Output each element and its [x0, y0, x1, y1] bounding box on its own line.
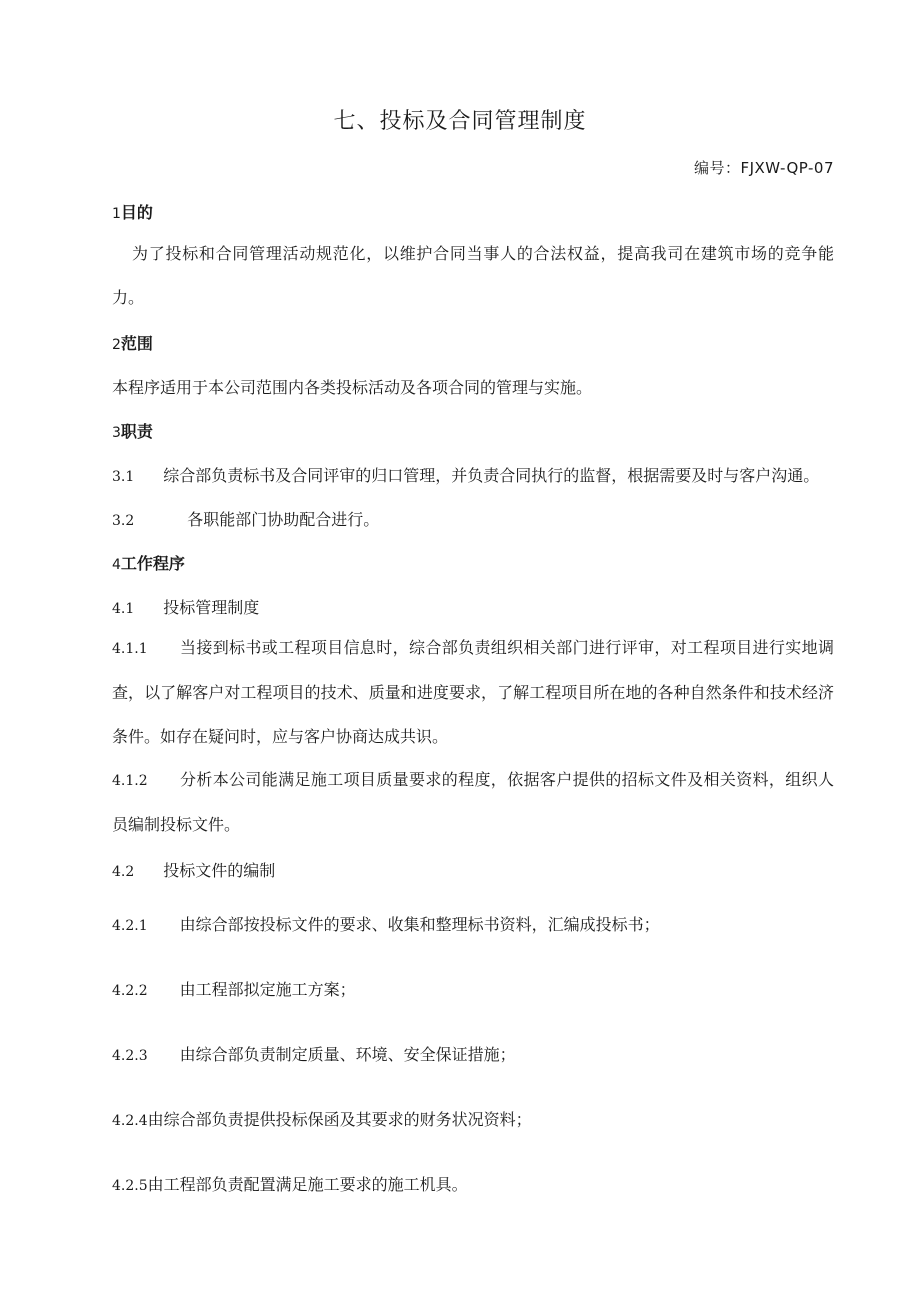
item-text: 当接到标书或工程项目信息时，综合部负责组织相关部门进行评审，对工程项目进行实地调查，以了解客户对工程项目的技术、质量和进度要求，了解工程项目所在地的各种自然条件和技术经济条件。如存在疑问时，应与客户协商达成共识。 — [112, 638, 834, 746]
item-number: 4.2.5 — [112, 1178, 148, 1194]
section-number: 4 — [112, 557, 121, 573]
item-text: 由综合部负责制定质量、环境、安全保证措施； — [179, 1045, 516, 1064]
item-3-1 — [112, 463, 819, 486]
section-3-heading — [112, 419, 153, 442]
item-number: 4.2 — [112, 864, 135, 880]
section-title: 目的 — [120, 203, 153, 222]
item-text: 分析本公司能满足施工项目质量要求的程度，依据客户提供的招标文件及相关资料，组织人员编制投标文件。 — [112, 770, 834, 834]
item-text: 综合部负责标书及合同评审的归口管理，并负责合同执行的监督，根据需要及时与客户沟通。 — [163, 466, 820, 485]
item-4-2-1 — [112, 912, 660, 935]
section-2-heading — [112, 331, 153, 354]
item-text: 投标文件的编制 — [163, 861, 276, 880]
section-number: 2 — [112, 337, 121, 353]
section-number: 1 — [112, 206, 121, 222]
item-number: 4.1 — [112, 601, 135, 617]
item-4-2 — [112, 858, 275, 881]
item-number: 3.2 — [112, 513, 135, 529]
item-number: 4.1.1 — [112, 641, 148, 657]
section-1-paragraph: 为了投标和合同管理活动规范化，以维护合同当事人的合法权益，提高我司在建筑市场的竞争能力。 — [112, 244, 834, 307]
item-4-2-4 — [112, 1107, 532, 1130]
item-text: 由工程部负责配置满足施工要求的施工机具。 — [147, 1175, 468, 1194]
item-3-2 — [112, 507, 379, 530]
section-1-heading — [112, 200, 153, 223]
item-number: 4.2.3 — [112, 1048, 148, 1064]
document-title: 七、投标及合同管理制度 — [333, 109, 587, 134]
section-number: 3 — [112, 425, 121, 441]
item-number: 4.2.2 — [112, 983, 148, 999]
section-4-heading — [112, 551, 185, 574]
item-number: 4.2.1 — [112, 918, 148, 934]
item-text: 投标管理制度 — [163, 598, 260, 617]
item-4-1 — [112, 595, 259, 618]
item-text: 由综合部负责提供投标保函及其要求的财务状况资料； — [147, 1110, 532, 1129]
item-text: 由工程部拟定施工方案； — [179, 980, 356, 999]
item-4-2-5 — [112, 1172, 468, 1195]
item-number: 3.1 — [112, 469, 135, 485]
item-number: 4.2.4 — [112, 1113, 148, 1129]
section-title: 工作程序 — [120, 554, 185, 573]
section-2-paragraph: 本程序适用于本公司范围内各类投标活动及各项合同的管理与实施。 — [112, 378, 593, 397]
item-4-2-3 — [112, 1042, 516, 1065]
document-number: 编号：FJXW-QP-07 — [693, 159, 834, 177]
item-text: 各职能部门协助配合进行。 — [187, 510, 380, 529]
section-title: 职责 — [120, 422, 153, 441]
item-4-1-1 — [112, 626, 834, 759]
item-4-1-2 — [112, 758, 834, 847]
section-title: 范围 — [120, 334, 153, 353]
item-4-2-2 — [112, 977, 356, 1000]
item-number: 4.1.2 — [112, 773, 148, 789]
item-text: 由综合部按投标文件的要求、收集和整理标书资料，汇编成投标书； — [179, 915, 660, 934]
